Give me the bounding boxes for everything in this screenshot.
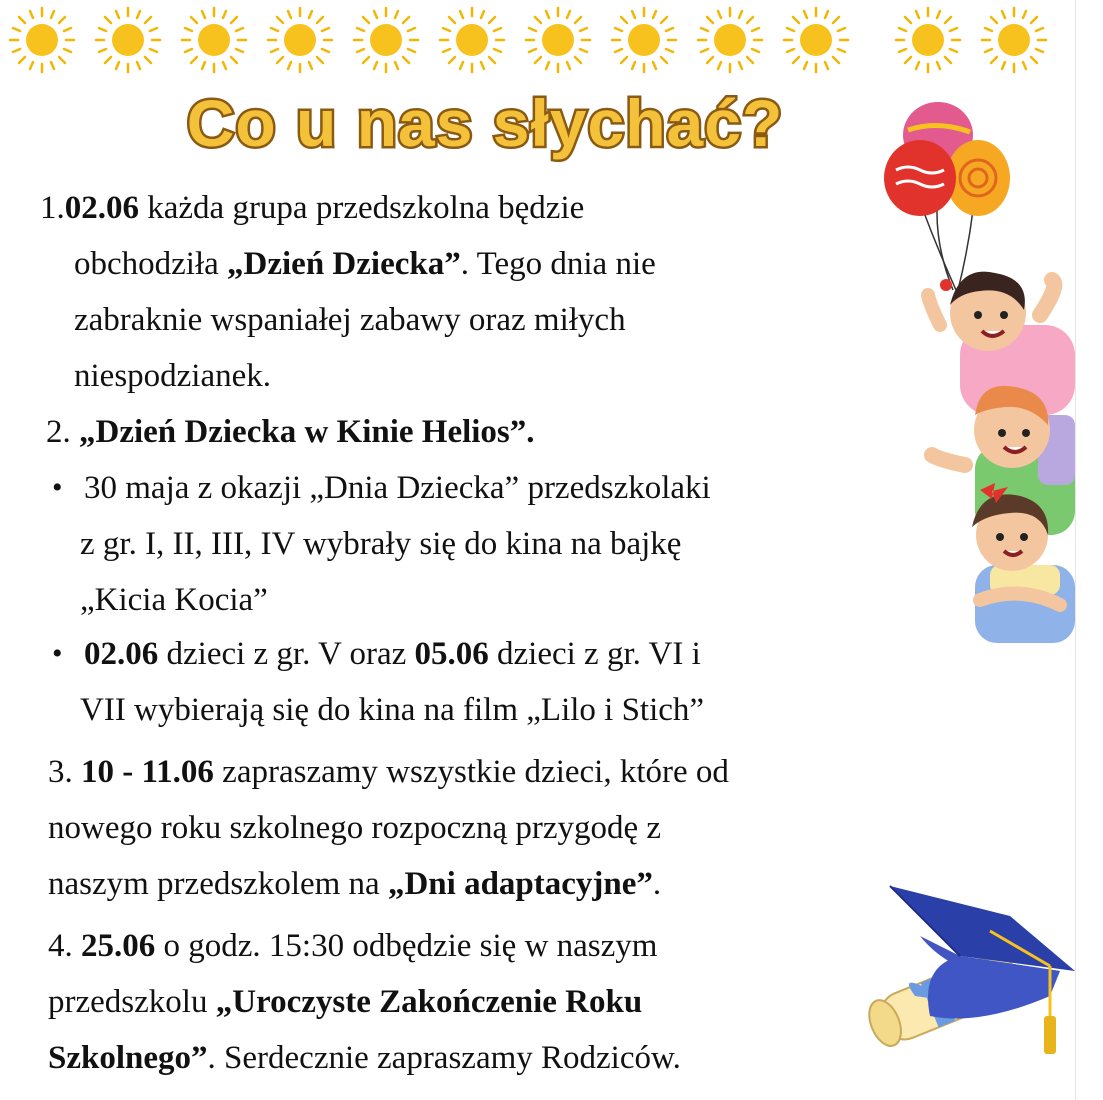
sun-icon [436, 4, 508, 76]
sun-border [0, 0, 1103, 80]
sun-icon [264, 4, 336, 76]
item-4-line-1 [48, 918, 657, 974]
heading: „Dzień Dziecka w Kinie Helios”. [70, 414, 535, 450]
text: dzieci z gr. VI i [488, 636, 701, 672]
item-1-line-2 [74, 236, 656, 292]
bullet-1-line-3: „Kicia Kocia” [80, 582, 268, 618]
text: . [652, 866, 662, 902]
date: 10 - 11.06 [81, 754, 214, 790]
date: 02.06 [84, 636, 159, 672]
item-1-line-3: zabraknie wspaniałej zabawy oraz miłych [74, 302, 626, 338]
bullet-1-line-2: z gr. I, II, III, IV wybrały się do kina na bajkę [80, 526, 682, 562]
bullet-2-line-2: VII wybierają się do kina na film „Lilo i Stich” [80, 692, 705, 728]
item-4-line-3 [48, 1030, 681, 1086]
text: . Serdecznie zapraszamy Rodziców. [207, 1040, 681, 1076]
bullet-icon: • [52, 471, 63, 504]
text: dzieci z gr. V oraz [158, 636, 415, 672]
bullet-1-line-1: 30 maja z okazji „Dnia Dziecka” przedszkolaki [84, 470, 711, 506]
text: obchodziła [74, 246, 228, 282]
sun-icon [522, 4, 594, 76]
sun-icon [92, 4, 164, 76]
bullet-2-line-1 [84, 626, 701, 682]
date: 02.06 [64, 190, 139, 226]
text: naszym przedszkolem na [48, 866, 388, 902]
event-name: „Uroczyste Zakończenie Roku [215, 984, 643, 1020]
item-1-line-1 [40, 180, 584, 236]
text: zapraszamy wszystkie dzieci, które od [213, 754, 729, 790]
children-illustration [920, 265, 1075, 643]
item-3-line-2: nowego roku szkolnego rozpoczną przygodę z [48, 810, 662, 846]
sun-icon [780, 4, 852, 76]
sun-icon [178, 4, 250, 76]
event-name: „Dzień Dziecka” [227, 246, 461, 282]
date: 05.06 [414, 636, 489, 672]
item-4-line-2 [48, 974, 642, 1030]
sun-icon [978, 4, 1050, 76]
item-number: 2. [46, 414, 71, 450]
text: . Tego dnia nie [460, 246, 656, 282]
sun-icon [694, 4, 766, 76]
item-number: 1. [40, 190, 65, 226]
page-title [105, 80, 865, 170]
text: każda grupa przedszkolna będzie [139, 190, 585, 226]
event-name: „Dni adaptacyjne” [387, 866, 653, 902]
item-2-heading [46, 404, 535, 460]
text: o godz. 15:30 odbędzie się w naszym [155, 928, 658, 964]
graduation-cap-icon [860, 876, 1075, 1076]
event-name: Szkolnego” [48, 1040, 208, 1076]
item-number: 3. [48, 754, 81, 790]
sun-icon [350, 4, 422, 76]
page-title-text: Co u nas słychać? [186, 86, 784, 160]
sun-icon [892, 4, 964, 76]
sun-icon [6, 4, 78, 76]
page-edge [1075, 0, 1076, 1100]
date: 25.06 [81, 928, 156, 964]
item-3-line-1 [48, 744, 729, 800]
bullet-icon: • [52, 637, 63, 670]
text: przedszkolu [48, 984, 216, 1020]
sun-icon [608, 4, 680, 76]
item-number: 4. [48, 928, 81, 964]
item-1-line-4: niespodzianek. [74, 358, 272, 394]
item-3-line-3 [48, 856, 661, 912]
